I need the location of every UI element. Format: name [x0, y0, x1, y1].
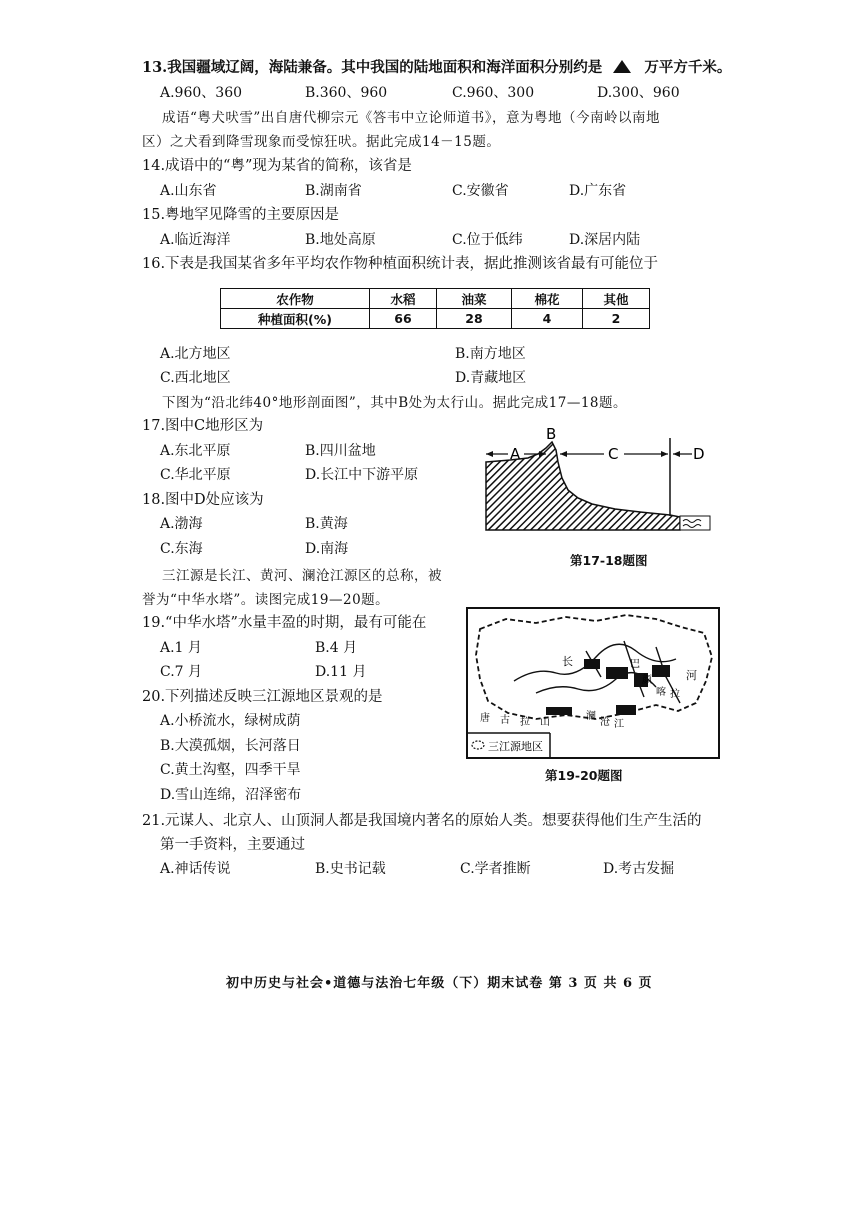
q20-option-b[interactable]: B.大漠孤烟，长河落日 — [160, 738, 301, 754]
q18-option-a[interactable]: A.渤海 — [160, 516, 203, 532]
triangle-icon — [613, 60, 631, 73]
q18-option-d[interactable]: D.南海 — [305, 541, 349, 557]
q21-option-d[interactable]: D.考古发掘 — [603, 861, 675, 877]
q15-stem: 15.粤地罕见降雪的主要原因是 — [142, 207, 340, 223]
q13-option-b[interactable]: B.360、960 — [305, 85, 388, 101]
q15-option-a[interactable]: A.临近海洋 — [160, 232, 231, 248]
q18-option-c[interactable]: C.东海 — [160, 541, 203, 557]
table-header-cell: 油菜 — [437, 289, 512, 309]
q21-option-b[interactable]: B.史书记载 — [315, 861, 386, 877]
q14-stem: 14.成语中的“粤”现为某省的简称，该省是 — [142, 158, 412, 174]
terrain-profile-figure — [480, 424, 720, 536]
arrow-left-icon — [486, 451, 493, 457]
q13-option-c[interactable]: C.960、300 — [452, 85, 535, 101]
table-header-cell: 水稻 — [370, 289, 437, 309]
page-footer: 初中历史与社会•道德与法治七年级（下）期末试卷 第 3 页 共 6 页 — [226, 976, 653, 991]
arrow-left-icon — [673, 451, 680, 457]
arrow-right-icon — [661, 451, 668, 457]
q17-option-d[interactable]: D.长江中下游平原 — [305, 467, 419, 483]
arrow-left-icon — [560, 451, 567, 457]
table-cell: 66 — [370, 309, 437, 329]
sea-area — [680, 516, 710, 530]
three-river-source-map — [466, 607, 720, 759]
q21-stem-line2: 第一手资料，主要通过 — [160, 837, 305, 853]
q21-option-a[interactable]: A.神话传说 — [160, 861, 231, 877]
q18-stem: 18.图中D处应该为 — [142, 492, 264, 508]
q19-option-d[interactable]: D.11 月 — [315, 664, 367, 680]
q17-stem: 17.图中C地形区为 — [142, 418, 264, 434]
q20-stem: 20.下列描述反映三江源地区景观的是 — [142, 689, 383, 705]
map-label: 山 — [540, 717, 550, 728]
intro-17-18: 下图为“沿北纬40°地形剖面图”，其中B处为太行山。据此完成17—18题。 — [162, 395, 628, 411]
map-label: 拉 — [520, 717, 530, 728]
map-label: 喀 — [656, 687, 666, 698]
table-cell: 28 — [437, 309, 512, 329]
table-cell: 4 — [512, 309, 583, 329]
q19-option-a[interactable]: A.1 月 — [160, 640, 202, 656]
table-header-cell: 其他 — [583, 289, 650, 309]
q14-option-b[interactable]: B.湖南省 — [305, 183, 362, 199]
q19-option-b[interactable]: B.4 月 — [315, 640, 358, 656]
intro-19-20-line2: 誉为“中华水塔”。读图完成19—20题。 — [142, 592, 390, 608]
label-d: D — [693, 445, 705, 463]
q13-stem-b: 万平方千米。 — [644, 59, 732, 76]
q13-stem-a: 13.我国疆域辽阔，海陆兼备。其中我国的陆地面积和海洋面积分别约是 — [142, 59, 603, 76]
q17-option-a[interactable]: A.东北平原 — [160, 443, 231, 459]
q20-option-c[interactable]: C.黄土沟壑，四季干旱 — [160, 762, 301, 778]
table-cell: 2 — [583, 309, 650, 329]
q15-option-c[interactable]: C.位于低纬 — [452, 232, 523, 248]
map-label: 唐 — [480, 713, 490, 724]
q21-option-c[interactable]: C.学者推断 — [460, 861, 531, 877]
label-b: B — [546, 425, 557, 443]
figure-17-18-caption: 第17-18题图 — [570, 553, 648, 568]
q16-option-b[interactable]: B.南方地区 — [455, 346, 526, 362]
q16-option-a[interactable]: A.北方地区 — [160, 346, 231, 362]
q17-option-b[interactable]: B.四川盆地 — [305, 443, 376, 459]
q17-option-c[interactable]: C.华北平原 — [160, 467, 231, 483]
table-header-row — [221, 289, 650, 309]
map-label: 颜 — [642, 675, 652, 686]
q14-option-c[interactable]: C.安徽省 — [452, 183, 509, 199]
q16-stem: 16.下表是我国某省多年平均农作物种植面积统计表，据此推测该省最有可能位于 — [142, 256, 659, 272]
q20-option-d[interactable]: D.雪山连绵，沼泽密布 — [160, 787, 302, 803]
figure-19-20-caption: 第19-20题图 — [545, 768, 623, 783]
table-cell: 种植面积(%) — [221, 309, 370, 329]
legend-label: 三江源地区 — [488, 740, 543, 753]
q15-option-b[interactable]: B.地处高原 — [305, 232, 376, 248]
map-label: 长 — [562, 655, 573, 668]
map-label: 巴 — [630, 659, 640, 670]
q16-option-d[interactable]: D.青藏地区 — [455, 370, 527, 386]
q14-option-a[interactable]: A.山东省 — [160, 183, 217, 199]
q16-option-c[interactable]: C.西北地区 — [160, 370, 231, 386]
q14-option-d[interactable]: D.广东省 — [569, 183, 627, 199]
q20-option-a[interactable]: A.小桥流水，绿树成荫 — [160, 713, 301, 729]
map-label: 澜 — [586, 711, 596, 722]
table-header-cell: 棉花 — [512, 289, 583, 309]
intro-14-15-line1: 成语“粤犬吠雪”出自唐代柳宗元《答韦中立论师道书》，意为粤地（今南岭以南地 — [162, 110, 661, 126]
map-label: 古 — [500, 715, 510, 726]
map-label: 江 — [614, 719, 624, 730]
map-label: 沧 — [600, 717, 610, 728]
label-c: C — [608, 445, 619, 463]
q13-option-a[interactable]: A.960、360 — [160, 85, 243, 101]
q19-stem: 19.“中华水塔”水量丰盈的时期，最有可能在 — [142, 615, 427, 631]
table-header-cell: 农作物 — [221, 289, 370, 309]
label-a: A — [510, 445, 521, 463]
q15-option-d[interactable]: D.深居内陆 — [569, 232, 641, 248]
table-row — [221, 309, 650, 329]
map-label: 拉 — [670, 689, 680, 700]
intro-14-15-line2: 区）之犬看到降雪现象而受惊狂吠。据此完成14－15题。 — [142, 134, 501, 150]
intro-19-20-line1: 三江源是长江、黄河、澜沧江源区的总称，被 — [162, 568, 442, 584]
map-label: 河 — [686, 669, 697, 682]
q19-option-c[interactable]: C.7 月 — [160, 664, 203, 680]
q13-option-d[interactable]: D.300、960 — [597, 85, 680, 101]
q21-stem-line1: 21.元谋人、北京人、山顶洞人都是我国境内著名的原始人类。想要获得他们生产生活的 — [142, 813, 702, 829]
q13-stem — [142, 58, 731, 78]
q18-option-b[interactable]: B.黄海 — [305, 516, 348, 532]
crop-area-table — [220, 288, 650, 329]
